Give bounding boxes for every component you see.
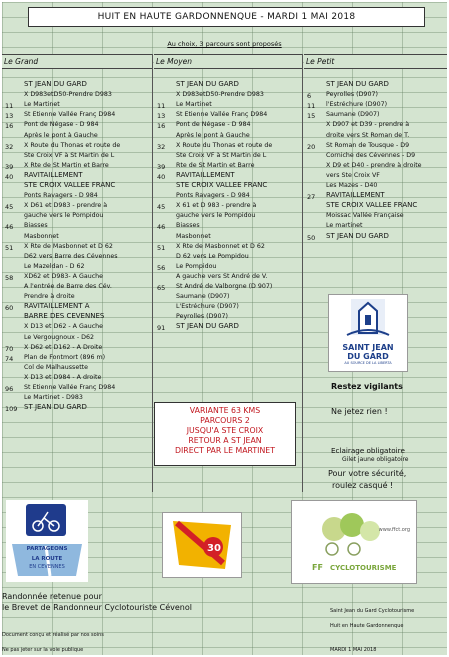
step-instruction: X D13 et D984 - A droite bbox=[24, 373, 102, 381]
step-instruction: X D983etD50-Prendre D983 bbox=[24, 91, 112, 99]
step-distance: 16 bbox=[157, 122, 166, 131]
step-instruction: A gauche vers St André de V. bbox=[176, 272, 268, 280]
note-vigilants: Restez vigilants bbox=[331, 382, 403, 391]
step-instruction: Le Martinet - D983 bbox=[24, 394, 83, 402]
step-instruction: Pont de Négase - D 984 bbox=[176, 121, 251, 129]
step-distance: 39 bbox=[157, 162, 166, 171]
step-instruction: ST JEAN DU GARD bbox=[24, 81, 87, 88]
step-distance: 46 bbox=[157, 223, 166, 232]
variante-box bbox=[154, 402, 296, 466]
step-instruction: St Roman de Tousque - D9 bbox=[326, 141, 410, 149]
step-instruction: Pont de Négase - D 984 bbox=[24, 121, 99, 129]
step-instruction: Après le pont à Gauche bbox=[24, 131, 98, 139]
step-distance: 6 bbox=[307, 92, 312, 101]
variante-line: JUSQU'A STE CROIX bbox=[186, 426, 264, 435]
step-distance: 91 bbox=[157, 324, 166, 333]
step-distance: 65 bbox=[157, 284, 166, 292]
step-instruction: ST JEAN DU GARD bbox=[24, 404, 87, 412]
step-instruction: RAVITAILLEMENT bbox=[176, 171, 235, 179]
step-instruction: Saumane (D907) bbox=[176, 293, 230, 301]
step-instruction: BARRE DES CEVENNES bbox=[24, 313, 105, 321]
logo-text: DU GARD bbox=[347, 352, 389, 361]
step-instruction: Le Martinet bbox=[24, 101, 60, 109]
column-header-moyen: Le Moyen bbox=[154, 54, 303, 69]
column-divider bbox=[152, 54, 153, 492]
step-instruction: Ste Croix VF à St Martin de L bbox=[24, 151, 115, 159]
logo-text: LA ROUTE bbox=[31, 556, 63, 562]
step-distance: 60 bbox=[5, 304, 14, 313]
step-instruction: Le Vergougnoux - D62 bbox=[24, 333, 94, 341]
step-distance: 16 bbox=[5, 122, 14, 131]
step-instruction: D 62 vers Le Pompidou bbox=[176, 252, 249, 260]
step-instruction: X D13 et D62 - A Gauche bbox=[24, 323, 104, 331]
step-instruction: Corniche des Cévennes - D9 bbox=[326, 151, 416, 159]
step-instruction: gauche vers le Pompidou bbox=[24, 212, 104, 220]
step-instruction: X 61 et D 983 - prendre à bbox=[176, 202, 257, 210]
step-distance: 11 bbox=[307, 102, 316, 111]
note-securite: Pour votre sécurité, bbox=[328, 469, 407, 478]
step-instruction: Le martinet bbox=[326, 222, 363, 230]
step-instruction: ST JEAN DU GARD bbox=[176, 81, 239, 88]
step-distance: 56 bbox=[157, 263, 166, 272]
column-header-petit: Le Petit bbox=[304, 54, 447, 69]
step-instruction: X D9 et D40 - prendre à droite bbox=[326, 161, 422, 169]
saint-jean-du-gard-logo bbox=[328, 294, 408, 372]
note-eclairage: Eclairage obligatoire bbox=[331, 446, 405, 455]
step-instruction: Ponts Ravagers - D 984 bbox=[176, 192, 250, 200]
step-instruction: D62 vers Barre des Cévennes bbox=[24, 252, 118, 260]
column-divider bbox=[302, 54, 303, 492]
variante-line: PARCOURS 2 bbox=[200, 416, 250, 425]
step-distance: 40 bbox=[5, 172, 14, 181]
column-header-grand: Le Grand bbox=[2, 54, 153, 69]
step-instruction: STE CROIX VALLEE FRANC bbox=[24, 182, 116, 189]
step-instruction: X Rte de Masbonnet et D 62 bbox=[176, 242, 265, 250]
step-instruction: Prendre à droite bbox=[24, 293, 75, 301]
ffct-30-icon bbox=[163, 513, 241, 577]
step-distance: 50 bbox=[307, 233, 316, 242]
footer-text: le Brevet de Randonneur Cyclotouriste Cévenol bbox=[2, 603, 192, 612]
step-instruction: droite vers St Roman de T. bbox=[326, 131, 410, 139]
step-instruction: Le Pompidou bbox=[176, 262, 217, 270]
logo-text: PARTAGEONS bbox=[26, 546, 68, 552]
step-distance: 11 bbox=[5, 102, 14, 111]
step-distance: 13 bbox=[157, 112, 166, 121]
step-instruction: Peyrolles (D907) bbox=[176, 313, 228, 321]
logo-text: CYCLOTOURISME bbox=[330, 564, 397, 572]
logo-text: FF bbox=[312, 563, 323, 572]
step-instruction: X D62 et D162 - A Droite bbox=[24, 343, 103, 351]
note-gilet: Gilet jaune obligatoire bbox=[342, 456, 409, 463]
step-distance: 109 bbox=[5, 405, 18, 414]
footer-text: Saint Jean du Gard Cyclotourisme bbox=[330, 608, 415, 614]
step-instruction: Col de Malhaussette bbox=[24, 363, 89, 371]
footer-text: MARDI 1 MAI 2018 bbox=[330, 647, 377, 653]
step-instruction: X Rte de Masbonnet et D 62 bbox=[24, 242, 113, 250]
note-jetez: Ne jetez rien ! bbox=[331, 407, 388, 416]
step-instruction: St Etienne Vallée Franç D984 bbox=[176, 111, 268, 119]
logo-text: SAINT JEAN bbox=[342, 343, 394, 352]
step-instruction: gauche vers le Pompidou bbox=[176, 212, 256, 220]
step-instruction: Rte de St Martin et Barre bbox=[176, 161, 255, 169]
step-instruction: L'Estréchure (D907) bbox=[176, 303, 239, 311]
step-instruction: X Route du Thonas et route de bbox=[176, 141, 273, 149]
step-instruction: Après le pont à Gauche bbox=[176, 131, 250, 139]
step-distance: 74 bbox=[5, 354, 14, 363]
step-distance: 39 bbox=[5, 162, 14, 171]
step-instruction: Ponts Ravagers - D 984 bbox=[24, 192, 98, 200]
page-title: HUIT EN HAUTE GARDONNENQUE - MARDI 1 MAI 2018 bbox=[28, 7, 425, 27]
step-instruction: Les Mazes - D40 bbox=[326, 182, 378, 189]
step-instruction: Masbonnet bbox=[24, 232, 59, 240]
step-instruction: RAVITAILLEMENT bbox=[24, 171, 83, 179]
variante-line: RETOUR A ST JEAN bbox=[188, 436, 262, 445]
step-instruction: STE CROIX VALLEE FRANC bbox=[176, 182, 268, 189]
step-instruction: Biasses bbox=[24, 222, 48, 230]
step-instruction: l'Estréchure (D907) bbox=[326, 101, 388, 109]
logo-text: AU SOURCE DE LA LIBERTA bbox=[344, 361, 392, 365]
ff-cyclotourisme-logo bbox=[291, 500, 417, 584]
step-instruction: Plan de Fontmort (896 m) bbox=[24, 353, 106, 361]
step-instruction: vers Ste Croix VF bbox=[326, 171, 380, 179]
step-instruction: Peyrolles (D907) bbox=[326, 91, 378, 99]
step-distance: 40 bbox=[157, 172, 166, 181]
route-sheet bbox=[2, 2, 447, 655]
church-icon bbox=[329, 295, 407, 339]
step-instruction: Le Martinet bbox=[176, 101, 212, 109]
variante-line: VARIANTE 63 KMS bbox=[189, 406, 261, 415]
step-instruction: RAVITAILLEMENT bbox=[326, 192, 385, 200]
step-distance: 45 bbox=[5, 203, 14, 212]
step-distance: 45 bbox=[157, 203, 166, 212]
footer-text: Ne pas jeter sur la voie publique bbox=[2, 647, 84, 653]
partageons-la-route-logo bbox=[6, 500, 88, 582]
step-instruction: Masbonnet bbox=[176, 232, 211, 240]
step-instruction: X D61 et D983 - prendre à bbox=[24, 202, 108, 210]
step-instruction: A l'entrée de Barre des Cév. bbox=[24, 283, 112, 290]
variante-line: DIRECT PAR LE MARTINET bbox=[174, 446, 275, 455]
step-instruction: Ste Croix VF à St Martin de L bbox=[176, 151, 267, 159]
step-distance: 51 bbox=[157, 243, 166, 252]
step-distance: 32 bbox=[5, 142, 14, 151]
footer-text: Document conçu et réalisé par nos soins bbox=[2, 632, 104, 638]
footer-text: Randonnée retenue pour bbox=[2, 592, 102, 601]
step-distance: 27 bbox=[307, 193, 316, 202]
step-distance: 32 bbox=[157, 142, 166, 151]
step-instruction: STE CROIX VALLEE FRANC bbox=[326, 202, 418, 210]
step-instruction: XD62 et D983- A Gauche bbox=[24, 272, 104, 280]
choice-note: Au choix, 3 parcours sont proposés bbox=[167, 40, 282, 48]
step-instruction: Biasses bbox=[176, 222, 200, 230]
step-instruction: ST JEAN DU GARD bbox=[326, 232, 389, 240]
step-instruction: X D983etD50-Prendre D983 bbox=[176, 91, 264, 99]
step-instruction: ST JEAN DU GARD bbox=[326, 81, 389, 88]
step-instruction: X D907 et D39 - prendre à bbox=[326, 121, 410, 129]
step-distance: 51 bbox=[5, 243, 14, 252]
step-distance: 58 bbox=[5, 273, 14, 282]
step-instruction: St Etienne Vallée Franç D984 bbox=[24, 384, 116, 391]
step-instruction: Moissac Vallée Française bbox=[326, 212, 404, 220]
step-distance: 11 bbox=[157, 102, 166, 111]
step-instruction: X Route du Thonas et route de bbox=[24, 141, 121, 149]
logo-url: www.ffct.org bbox=[378, 527, 410, 533]
step-distance: 13 bbox=[5, 112, 14, 121]
step-distance: 20 bbox=[307, 142, 316, 151]
step-instruction: Saumane (D907) bbox=[326, 111, 380, 119]
step-instruction: St Etienne Vallée Franç D984 bbox=[24, 111, 116, 119]
step-instruction: ST JEAN DU GARD bbox=[176, 323, 239, 331]
step-instruction: X Rte de St Martin et Barre bbox=[24, 161, 109, 169]
ffct-30-logo bbox=[162, 512, 242, 578]
footer-text: Huit en Haute Gardonnenque bbox=[330, 623, 404, 629]
step-distance: 70 bbox=[5, 344, 14, 353]
step-distance: 15 bbox=[307, 112, 316, 121]
step-instruction: Le Mazeldan - D 62 bbox=[24, 262, 85, 270]
svg-text:30: 30 bbox=[207, 543, 221, 554]
step-distance: 96 bbox=[5, 385, 14, 393]
step-instruction: St André de Valborgne (D 907) bbox=[176, 283, 273, 290]
note-securite: roulez casqué ! bbox=[332, 481, 394, 490]
logo-text: EN CEVENNES bbox=[29, 564, 65, 570]
step-instruction: RAVITAILLEMENT A bbox=[24, 303, 90, 311]
step-distance: 46 bbox=[5, 223, 14, 232]
